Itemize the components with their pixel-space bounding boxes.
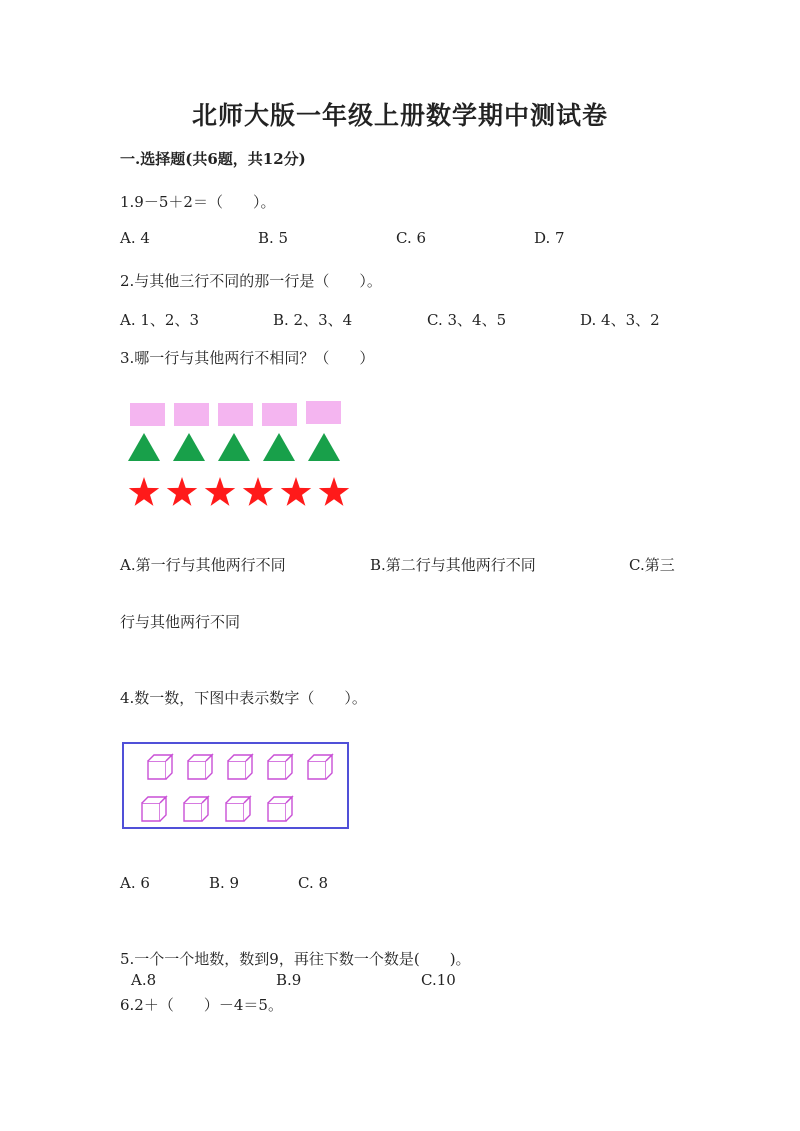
triangle-row <box>128 433 340 461</box>
section-heading: 一.选择题(共6题，共12分) <box>120 150 306 168</box>
cube <box>148 755 172 779</box>
question-1-option-d: D. 7 <box>534 229 565 247</box>
shapes-figure <box>120 395 360 520</box>
pink-rectangle <box>130 403 165 426</box>
question-6-stem: 6.2＋（ ）－4＝5。 <box>120 996 283 1014</box>
question-4-option-b: B. 9 <box>209 874 240 892</box>
question-2-option-c: C. 3、4、5 <box>427 311 507 329</box>
star-row <box>129 477 349 506</box>
green-triangle <box>218 433 250 461</box>
green-triangle <box>263 433 295 461</box>
pink-rectangle <box>262 403 297 426</box>
red-star <box>205 477 235 506</box>
pink-rectangle <box>174 403 209 426</box>
pink-rectangle <box>306 401 341 424</box>
red-star <box>319 477 349 506</box>
question-3-option-c: C.第三 <box>629 556 675 574</box>
cube <box>226 797 250 821</box>
red-star <box>129 477 159 506</box>
cubes-figure <box>120 740 352 832</box>
question-3-option-a: A.第一行与其他两行不同 <box>120 556 286 574</box>
question-2-option-d: D. 4、3、2 <box>580 311 660 329</box>
question-4-option-c: C. 8 <box>298 874 329 892</box>
question-4-option-a: A. 6 <box>120 874 150 892</box>
green-triangle <box>308 433 340 461</box>
question-2-stem: 2.与其他三行不同的那一行是（ ）。 <box>120 272 382 290</box>
green-triangle <box>173 433 205 461</box>
question-4-stem: 4.数一数，下图中表示数字（ ）。 <box>120 689 367 707</box>
question-3-stem: 3.哪一行与其他两行不相同？（ ） <box>120 349 375 367</box>
page-title: 北师大版一年级上册数学期中测试卷 <box>191 101 608 130</box>
cube <box>268 797 292 821</box>
question-5-stem: 5.一个一个地数，数到9，再往下数一个数是( )。 <box>120 950 471 968</box>
cube <box>308 755 332 779</box>
cube <box>184 797 208 821</box>
cube <box>268 755 292 779</box>
question-3-option-c-wrap: 行与其他两行不同 <box>120 613 241 631</box>
green-triangle <box>128 433 160 461</box>
question-1-option-b: B. 5 <box>258 229 289 247</box>
red-star <box>281 477 311 506</box>
question-1-stem: 1.9－5＋2＝（ ）。 <box>120 193 276 211</box>
question-2-option-a: A. 1、2、3 <box>120 311 199 329</box>
cube <box>228 755 252 779</box>
question-1-option-c: C. 6 <box>396 229 427 247</box>
question-2-option-b: B. 2、3、4 <box>273 311 353 329</box>
question-3-option-b: B.第二行与其他两行不同 <box>370 556 536 574</box>
cube <box>188 755 212 779</box>
red-star <box>167 477 197 506</box>
rectangle-row <box>130 401 341 426</box>
question-5-option-b: B.9 <box>276 971 302 989</box>
pink-rectangle <box>218 403 253 426</box>
red-star <box>243 477 273 506</box>
question-1-option-a: A. 4 <box>120 229 150 247</box>
cube <box>142 797 166 821</box>
question-5-option-c: C.10 <box>421 971 456 989</box>
question-5-option-a: A.8 <box>131 971 157 989</box>
